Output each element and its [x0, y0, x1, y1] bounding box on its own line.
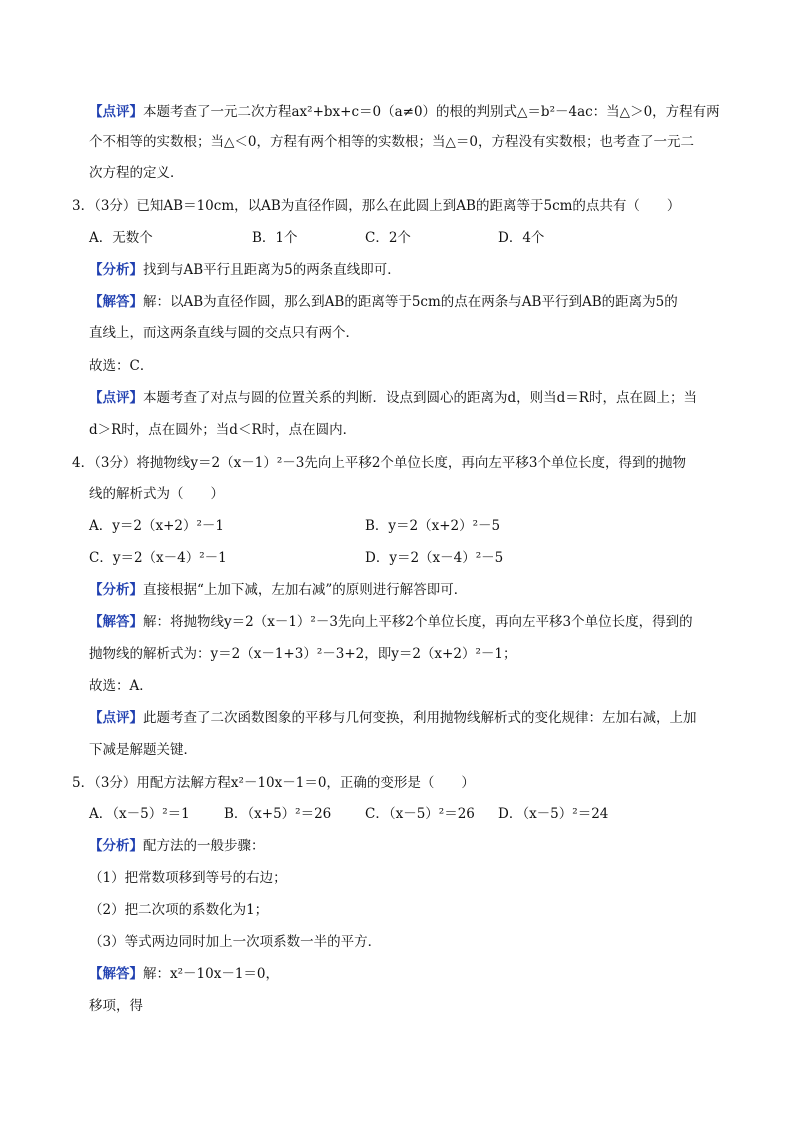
q4-option-d: D．y＝2（x－4）²－5 [365, 550, 504, 566]
review-tag: 【点评】 [89, 710, 143, 726]
q3-analysis: 【分析】找到与AB平行且距离为5的两条直线即可． [89, 262, 401, 278]
q4-options-row-2 [89, 548, 689, 568]
analysis-tag: 【分析】 [89, 838, 143, 854]
q3-stem: 3．（3分）已知AB＝10cm，以AB为直径作圆，那么在此圆上到AB的距离等于5cm的点共有（ ） [72, 198, 681, 214]
q3-review-line-2: d＞R时，点在圆外；当d＜R时，点在圆内． [89, 422, 357, 438]
q4-option-c: C．y＝2（x－4）²－1 [89, 550, 227, 566]
q3-option-b: B．1个 [252, 230, 298, 246]
q5-step-1: （1）把常数项移到等号的右边； [89, 870, 287, 886]
q3-option-c: C．2个 [365, 230, 411, 246]
q5-step-2: （2）把二次项的系数化为1； [89, 902, 269, 918]
q4-options-row-1 [89, 516, 689, 536]
q4-answer-line-2: 抛物线的解析式为：y＝2（x－1+3）²－3+2，即y＝2（x+2）²－1； [89, 646, 517, 662]
q4-option-a: A．y＝2（x+2）²－1 [89, 518, 224, 534]
q4-option-b: B．y＝2（x+2）²－5 [365, 518, 501, 534]
q4-choice: 故选：A． [89, 678, 153, 694]
q4-stem-line-1: 4．（3分）将抛物线y＝2（x－1）²－3先向上平移2个单位长度，再向左平移3个单位长度，得到的抛物 [72, 455, 687, 471]
q4-review-line-1: 【点评】此题考查了二次函数图象的平移与几何变换，利用抛物线解析式的变化规律：左加右减，上加 [89, 710, 697, 726]
q5-analysis: 【分析】配方法的一般步骤： [89, 838, 265, 854]
q2-review-line-2: 个不相等的实数根；当△＜0，方程有两个相等的实数根；当△＝0，方程没有实数根；也考查了一元二 [89, 134, 694, 150]
review-tag: 【点评】 [89, 104, 143, 120]
q3-option-d: D．4个 [498, 230, 545, 246]
q4-analysis: 【分析】直接根据“上加下减，左加右减”的原则进行解答即可． [89, 582, 468, 598]
q2-review-line-3: 次方程的定义． [89, 165, 184, 181]
q3-answer-line-1: 【解答】解：以AB为直径作圆，那么到AB的距离等于5cm的点在两条与AB平行到AB的距离为5的 [89, 294, 678, 310]
analysis-tag: 【分析】 [89, 262, 143, 278]
q5-option-a: A．（x－5）²＝1 [89, 806, 190, 822]
q3-option-a: A．无数个 [89, 230, 153, 246]
answer-tag: 【解答】 [89, 294, 143, 310]
q5-option-c: C．（x－5）²＝26 [365, 806, 475, 822]
q4-answer-line-1: 【解答】解：将抛物线y＝2（x－1）²－3先向上平移2个单位长度，再向左平移3个单位长度，得到的 [89, 614, 693, 630]
q5-option-b: B．（x+5）²＝26 [224, 806, 332, 822]
q3-answer-line-2: 直线上，而这两条直线与圆的交点只有两个． [89, 325, 359, 341]
q2-review-line-1: 【点评】本题考查了一元二次方程ax²+bx+c＝0（a≠0）的根的判别式△＝b²－4ac：当△＞0，方程有两 [89, 104, 720, 120]
q5-answer: 【解答】解：x²－10x－1＝0， [89, 966, 279, 982]
q3-choice: 故选：C． [89, 358, 154, 374]
q5-options [89, 804, 709, 824]
answer-tag: 【解答】 [89, 966, 143, 982]
q5-option-d: D．（x－5）²＝24 [498, 806, 609, 822]
q4-review-line-2: 下减是解题关键． [89, 742, 197, 758]
q4-stem-line-2: 线的解析式为（ ） [89, 486, 224, 502]
q5-move: 移项，得 [89, 998, 143, 1014]
answer-tag: 【解答】 [89, 614, 143, 630]
q5-step-3: （3）等式两边同时加上一次项系数一半的平方． [89, 934, 382, 950]
review-tag: 【点评】 [89, 390, 143, 406]
q5-stem: 5．（3分）用配方法解方程x²－10x－1＝0，正确的变形是（ ） [72, 775, 475, 791]
q3-options [89, 228, 689, 248]
analysis-tag: 【分析】 [89, 582, 143, 598]
q3-review-line-1: 【点评】本题考查了对点与圆的位置关系的判断．设点到圆心的距离为d，则当d＝R时，点在圆上；当 [89, 390, 697, 406]
